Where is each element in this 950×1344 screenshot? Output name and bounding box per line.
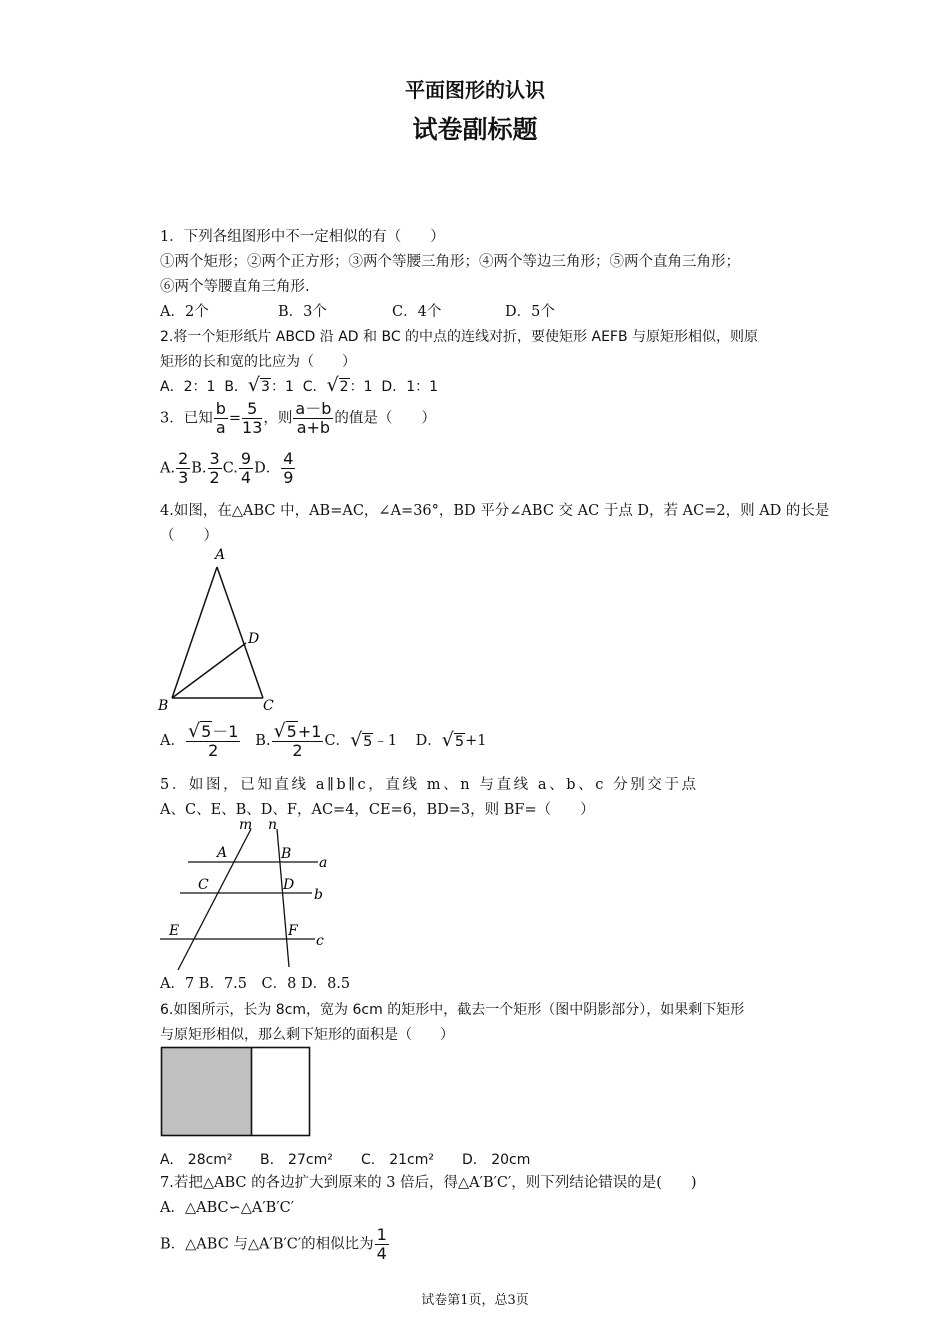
q1-line3: ⑥两个等腰直角三角形. [160,279,310,295]
q2-stem-line2: 矩形的长和宽的比应为（ ） [160,354,356,370]
q6-shaded-rectangle [162,1048,252,1136]
q6-rectangle-figure [160,1046,313,1138]
q3-options: A. $\frac{2}{3}$ B. $\frac{3}{2}$ C. $\frac{9}{4}$ D． $\frac{4}{9}$ [160,449,294,487]
q4-option-b-fraction: $\frac{√5+1}{2}$ [273,720,322,760]
q4-stem-line2: （ ） [160,528,218,544]
q4-label-a: A [215,547,226,563]
q1-stem: 1．下列各组图形中不一定相似的有（ ） [160,229,445,245]
q2-option-c-tail: ：1 [349,379,373,395]
q5-parallel-lines-figure [155,815,335,975]
q1-option-b: B．3个 [278,304,327,320]
q3-fraction-5-over-13: $\frac{5}{13}$ [242,399,263,437]
q4-segment-bd [172,643,246,698]
q2-stem-line1: 2.将一个矩形纸片 ABCD 沿 AD 和 BC 的中点的连线对折，要使矩形 AEFB 与原矩形相似，则原 [160,329,759,345]
q4-options: A． $\frac{√5-1}{2}$ B. $\frac{√5+1}{2}$ C．√5﹣1 D．√5+1 [160,720,487,760]
q2-option-b-radical: √3 [247,374,270,396]
q7-option-b-fraction: $\frac{1}{4}$ [376,1225,387,1263]
q4-side-ab [172,567,217,698]
q4-label-c: C [263,698,274,714]
q6-stem-line2: 与原矩形相似，那么剩下矩形的面积是（ ） [160,1027,454,1043]
q3-option-b-fraction: $\frac{3}{2}$ [209,449,220,487]
q6-stem-line1: 6.如图所示，长为 8cm，宽为 6cm 的矩形中，截去一个矩形（图中阴影部分），如果剩下矩形 [160,1002,745,1018]
q1-option-d: D．5个 [505,304,555,320]
q3-fraction-b-over-a: $\frac{b}{a}$ [215,399,226,437]
q5-label-a-point: A [217,845,228,861]
q6-option-c: C. 21cm² [361,1152,434,1168]
q5-label-line-c: c [316,933,324,949]
page-subtitle: 试卷副标题 [412,115,538,144]
q7-option-a: A．△ABC∽△A′B′C′ [160,1200,295,1216]
page-title: 平面图形的认识 [405,78,545,102]
q4-label-d: D [248,631,260,647]
q5-label-m: m [239,817,253,833]
q1-option-c: C．4个 [392,304,442,320]
q6-option-b: B. 27cm² [260,1152,333,1168]
q5-stem-line1: 5．如图，已知直线 a∥b∥c，直线 m、n 与直线 a、b、c 分别交于点 [160,777,699,793]
q4-triangle-figure [155,543,285,715]
q3-option-c-fraction: $\frac{9}{4}$ [240,449,252,487]
q4-label-b: B [158,698,169,714]
q1-option-a: A．2个 [160,304,209,320]
q5-options: A．7 B．7.5 C．8 D．8.5 [160,976,351,992]
q5-stem-line2: A、C、E、B、D、F，AC=4，CE=6，BD=3，则 BF=（ ） [160,802,595,818]
q2-option-a: A．2：1 [160,379,216,395]
q4-option-a-fraction: $\frac{√5-1}{2}$ [187,720,239,760]
q3-stem: 3．已知 $\frac{b}{a}$ = $\frac{5}{13}$ ，则 $\frac{a-b}{a+b}$ 的值是（ ） [160,399,436,437]
q2-option-b-tail: ：1 [270,379,294,395]
q5-label-n: n [268,817,278,833]
q1-line2: ①两个矩形；②两个正方形；③两个等腰三角形；④两个等边三角形；⑤两个直角三角形； [160,254,740,270]
q3-fraction-expression: $\frac{a-b}{a+b}$ [295,399,332,437]
q5-line-m [178,829,251,970]
q6-option-a: A. 28cm² [160,1152,233,1168]
q2-option-d: D．1：1 [381,379,439,395]
q5-label-b-point: B [281,846,292,862]
q7-option-b: B．△ABC 与△A′B′C′的相似比为 $\frac{1}{4}$ [160,1225,387,1263]
q5-label-e-point: E [169,923,180,939]
q4-stem-line1: 4.如图，在△ABC 中，AB=AC，∠A=36°，BD 平分∠ABC 交 AC 于点 D，若 AC=2，则 AD 的长是 [160,503,830,519]
q4-option-c-radical: √5 [350,729,373,751]
q2-option-c-radical: √2 [326,374,349,396]
q7-stem: 7.若把△ABC 的各边扩大到原来的 3 倍后，得△A′B′C′，则下列结论错误的是( ) [160,1175,697,1191]
q5-label-line-b: b [314,887,323,903]
q2-option-b-label: B． [224,379,248,395]
q3-option-d-fraction: $\frac{4}{9}$ [283,449,294,487]
q5-label-c-point: C [198,877,209,893]
q5-label-line-a: a [319,855,328,871]
page-footer: 试卷第1页，总3页 [421,1293,529,1308]
q4-option-d-radical: √5 [441,729,465,751]
q3-option-a-fraction: $\frac{2}{3}$ [178,449,189,487]
q6-option-d: D. 20cm [462,1152,531,1168]
q5-label-d-point: D [283,877,295,893]
q5-label-f-point: F [288,923,298,939]
q2-options [160,374,438,396]
q2-option-c-label: C． [302,379,327,395]
